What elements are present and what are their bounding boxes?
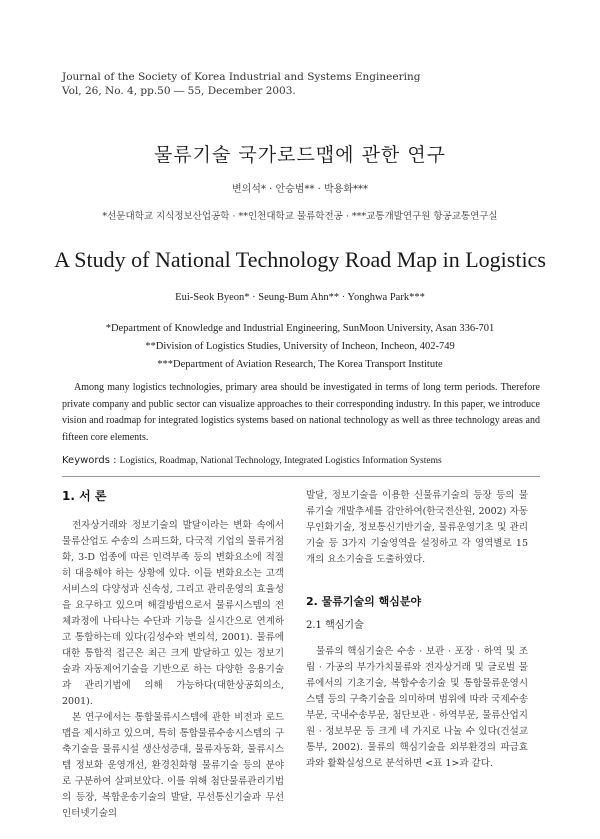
section-1-paragraph-1: 전자상거래와 정보기술의 발달이라는 변화 속에서 물류산업도 수송의 스피드화, 다국적 기업의 물류거점화, 3-D 업종에 따른 인력부족 등의 변화요소에 적절히 대응해야 하는 상황에 있다. 이들 변화요소는 고객 서비스의 다양성과 신속성, 그리고 관리운영의 효율성을 요구하고 있으며 해결방법으로서 물류시스템의 전체과정에 나타나는 수단과 기능을 실시간으로 연계하고 통합하는데 있다(김성수와 변의석, 2001). 물류에 대한 통합적 접근은 최근 크게 발달하고 있는 정보기술과 자동제어기술을 기반으로 하는 다양한 응용기술과 관리기법에 의해 가능하다(대한상공회의소, 2001). — [62, 520, 284, 707]
abstract: Among many logistics technologies, primary area should be investigated in terms of long term periods. Therefore private company and public sector can visualize approaches to their corresponding industry. In this paper, we introduce vision and roadmap for integrated logistics systems based on national technology as well as three technology areas and fifteen core elements. — [62, 382, 540, 443]
authors-english: Eui-Seok Byeon* · Seung-Bum Ahn** · Yonghwa Park*** — [175, 292, 425, 303]
affiliations-english — [0, 320, 600, 374]
section-2-1-paragraph-1: 물류의 핵심기술은 수송 · 보관 · 포장 · 하역 및 조립 · 가공의 부가가치물류와 전자상거래 및 글로벌 물류에서의 기초기술, 복합수송기술 및 통합물류운영시스템 등의 구축기술을 의미하며 범위에 따라 국제수송부문, 국내수송부문, 첨단보관 · 하역부문, 물류산업지원 · 정보부문 등 크게 네 가지로 나눌 수 있다(건설교통부, 2002). 물류의 핵심기술을 외부환경의 파급효과와 활확실성으로 분석하면 <표 1>과 같다. — [306, 646, 528, 769]
divider — [62, 476, 540, 477]
right-column — [306, 488, 528, 772]
authors-korean: 변의석* · 안승범** · 박용화*** — [231, 184, 368, 195]
left-column — [62, 488, 284, 822]
section-1-paragraph-3: 발달, 정보기술을 이용한 신물류기술의 등장 등의 물류기술 개발추세를 감안하여(한국전산원, 2002) 자동무인화기술, 정보통신기반기술, 물류운영기초 및 관리기술 등 3가지 기술영역을 설정하고 각 영역별로 15개의 요소기술을 도출하였다. — [306, 490, 528, 565]
section-2-1-heading: 2.1 핵심기술 — [306, 620, 364, 631]
keywords — [62, 455, 542, 466]
title-korean: 물류기술 국가로드맵에 관한 연구 — [153, 144, 447, 166]
affiliations-korean: *선문대학교 지식정보산업공학 · **인천대학교 물류학전공 · ***교통개발연구원 항공교통연구실 — [102, 211, 498, 222]
keywords-text: Logistics, Roadmap, National Technology, Integrated Logistics Information Systems — [119, 456, 442, 466]
title-english: A Study of National Technology Road Map in Logistics — [54, 247, 546, 272]
keywords-label: Keywords : — [62, 455, 120, 466]
journal-citation — [62, 70, 420, 98]
journal-name: Journal of the Society of Korea Industrial and Systems Engineering — [62, 71, 421, 83]
affiliation-3: ***Department of Aviation Research, The Korea Transport Institute — [157, 359, 443, 370]
affiliation-1: *Department of Knowledge and Industrial Engineering, SunMoon University, Asan 336-701 — [105, 323, 495, 334]
journal-volume: Vol, 26, No. 4, pp.50 ― 55, December 2003. — [62, 85, 296, 97]
section-1-heading: 1. 서 론 — [62, 489, 107, 503]
affiliation-2: **Division of Logistics Studies, University of Incheon, Incheon, 402-749 — [145, 341, 455, 352]
section-2-heading: 2. 물류기술의 핵심분야 — [306, 595, 422, 608]
section-1-paragraph-2: 본 연구에서는 통합물류시스템에 관한 비전과 로드맵을 제시하고 있으며, 특히 통합물류수송시스템의 구축기술을 물류시설 생산성증대, 물류자동화, 물류시스템 정보화 운영개선, 환경친화형 물류기술 등의 분야로 구분하여 살펴보았다. 이를 위해 첨단물류관리기법의 등장, 복합운송기술의 발달, 무선통신기술과 무선인터넷기술의 — [62, 712, 284, 819]
